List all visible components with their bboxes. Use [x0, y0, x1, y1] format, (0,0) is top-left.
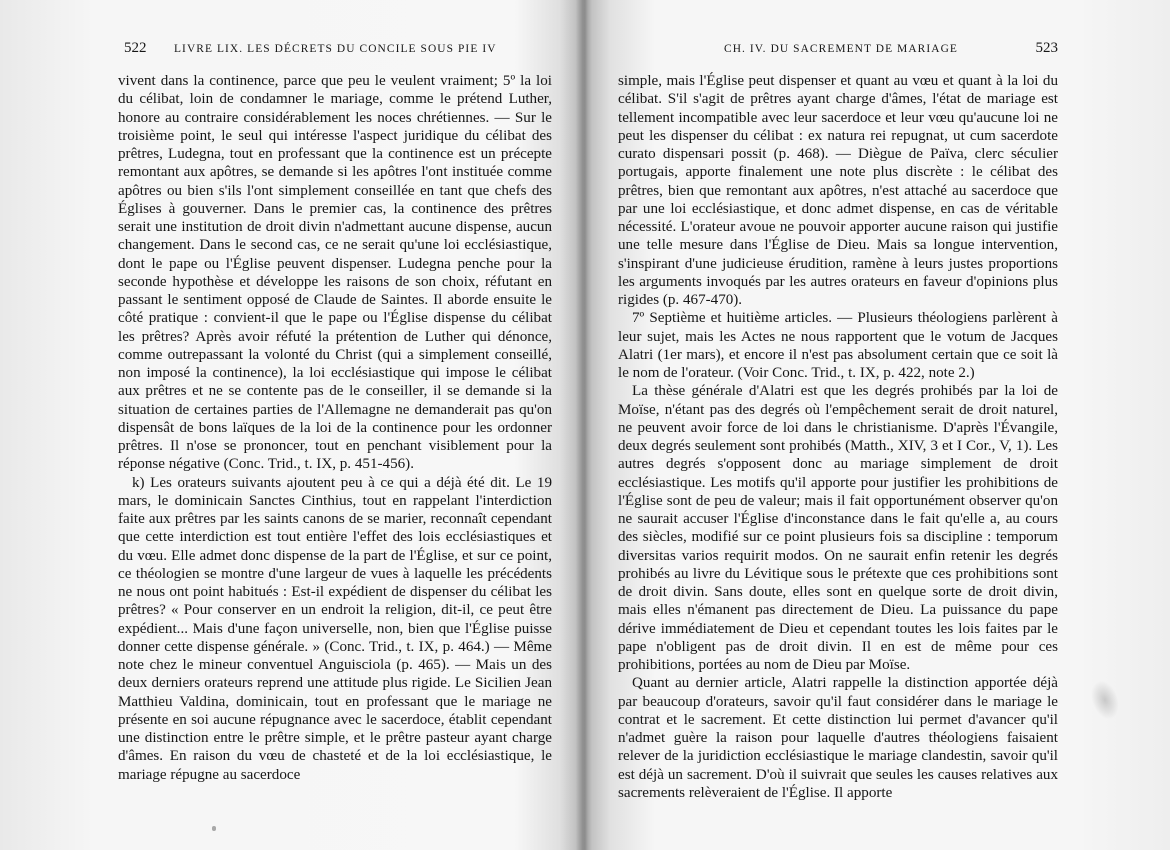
right-page-body — [618, 72, 1058, 802]
paragraph: simple, mais l'Église peut dispenser et quant au vœu et quant à la loi du célibat. S'il s'agit de prêtres ayant charge d'âmes, l'état de mariage est tellement incompatible avec leur sacerdoce et leur vœu qu'aucune loi ne peut les dispenser du célibat : ex natura rei repugnat, ut cum sacerdote curato dispensari possit (p. 468). — Diègue de Païva, clerc séculier portugais, apporte finalement une note plus discrète : le célibat des prêtres, bien que remontant aux apôtres, n'est attaché au sacerdoce que par une loi ecclésiastique, et donc admet dispense, en cas de véritable nécessité. L'orateur avoue ne pouvoir apporter aucune raison qui justifie une telle mesure dans l'Église de Dieu. Mais sa longue intervention, s'inspirant d'une judicieuse érudition, ramène à leurs justes proportions les arguments invoqués par les autres orateurs en faveur d'opinions plus rigides (p. 467-470). — [618, 73, 1058, 308]
book-gutter — [560, 0, 610, 850]
running-head-title-right: CH. IV. DU SACREMENT DE MARIAGE — [724, 43, 958, 55]
page-number-left: 522 — [124, 40, 147, 56]
paragraph: La thèse générale d'Alatri est que les degrés prohibés par la loi de Moïse, n'étant pas des degrés où l'empêchement serait de droit naturel, ne peuvent avoir force de loi dans le christianisme. D'après l'Évangile, deux degrés seulement sont prohibés (Matth., XIV, 3 et I Cor., V, 1). Les autres degrés s'opposent donc au mariage simplement de droit ecclésiastique. Les motifs qu'il apporte pour justifier les prohibitions de l'Église sont de peu de valeur; mais il fait opportunément observer qu'on ne saurait accuser l'Église d'inconstance dans le fait qu'elle a, au cours des siècles, modifié sur ce point plusieurs fois sa discipline : temporum diversitas varios requirit modos. On ne saurait enfin retenir les degrés prohibés au livre du Lévitique sous le prétexte que ces prohibitions sont de droit divin. Sans doute, elles sont en quelque sorte de droit divin, mais elles n'émanent pas directement de Dieu. La puissance du pape dérive immédiatement de Dieu et cependant toutes les lois faites par le pape n'obligent pas de droit divin. Il en est de même pour ces prohibitions, portées au nom de Dieu par Moïse. — [618, 383, 1058, 673]
paragraph: k) Les orateurs suivants ajoutent peu à ce qui a déjà été dit. Le 19 mars, le dominicain Sanctes Cinthius, tout en rappelant l'interdiction faite aux prêtres par les saints canons de se marier, reconnaît cependant que cette interdiction est tout entière l'effet des lois ecclésiastiques et du vœu. Elle admet donc dispense de la part de l'Église, et sur ce point, ce théologien se montre d'une largeur de vues à laquelle les précédents ne nous ont point habitués : Est-il expédient de dispenser du célibat les prêtres? « Pour conserver en un endroit la religion, dit-il, ce peut être expédient... Mais d'une façon universelle, non, bien que l'Église puisse donner cette dispense générale. » (Conc. Trid., t. IX, p. 464.) — Même note chez le mineur conventuel Anguisciola (p. 465). — Mais un des deux derniers orateurs reprend une attitude plus rigide. Le Sicilien Jean Matthieu Valdina, dominicain, tout en professant que le mariage ne présente en soi aucune répugnance avec le sacerdoce, établit cependant une distinction entre le prêtre simple, et le prêtre pasteur ayant charge d'âmes. En raison du vœu de chasteté et de la loi ecclésiastique, le mariage répugne au sacerdoce — [118, 474, 552, 783]
paragraph: 7º Septième et huitième articles. — Plusieurs théologiens parlèrent à leur sujet, mais les Actes ne nous rapportent que le votum de Jacques Alatri (1er mars), et encore il n'est pas absolument certain que ce soit là le nom de l'orateur. (Voir Conc. Trid., t. IX, p. 422, note 2.) — [618, 310, 1058, 381]
running-head-title-left: LIVRE LIX. LES DÉCRETS DU CONCILE SOUS PIE IV — [174, 43, 497, 55]
left-page-body — [118, 72, 552, 784]
left-page — [118, 40, 552, 840]
page-number-right: 523 — [1035, 40, 1058, 56]
paper-speck — [212, 826, 216, 831]
paragraph: vivent dans la continence, parce que peu le veulent vraiment; 5º la loi du célibat, loin de condamner le mariage, comme le prétend Luther, honore au contraire considérablement les noces chrétiennes. — Sur le troisième point, le seul qui intéresse l'aspect juridique du célibat des prêtres, Ludegna, tout en professant que la continence est un précepte remontant aux apôtres, se demande si les apôtres l'ont instituée comme apôtres ou bien s'ils l'ont simplement conseillée en tant que chefs des Églises à gouverner. Dans le premier cas, la continence des prêtres serait une institution de droit divin n'admettant aucune dispense, aucun changement. Dans le second cas, ce ne serait qu'une loi ecclésiastique, dont le pape ou l'Église peuvent dispenser. Ludegna penche pour la seconde hypothèse et développe les raisons de son choix, réfutant en passant le sentiment opposé de Claude de Saintes. Il aborde ensuite le côté pratique : convient-il que le pape ou l'Église dispense du célibat les prêtres? Après avoir réfuté la prétention de Luther qui dénonce, comme outrepassant la volonté du Christ (qui a simplement conseillé, non imposé la continence), la loi ecclésiastique qui impose le célibat aux prêtres et ne se contente pas de le conseiller, il se demande si la situation de certaines parties de l'Allemagne ne demanderait pas qu'on dispensât de bons laïques de la loi de la continence pour les ordonner prêtres. Il n'ose se prononcer, tout en penchant visiblement pour la réponse négative (Conc. Trid., t. IX, p. 451-456). — [118, 73, 552, 473]
right-running-head — [618, 40, 1058, 66]
right-page — [618, 40, 1058, 840]
paragraph: Quant au dernier article, Alatri rappelle la distinction apportée déjà par beaucoup d'orateurs, savoir qu'il faut considérer dans le mariage le contrat et le sacrement. Et cette distinction lui permet d'avancer qu'il n'admet guère la raison pour laquelle d'autres théologiens faisaient relever de la juridiction ecclésiastique le mariage clandestin, savoir qu'il est déjà un sacrement. D'où il suivrait que seules les causes relatives aux sacrements relèveraient de l'Église. Il apporte — [618, 675, 1058, 801]
ink-smudge — [1086, 677, 1124, 723]
left-running-head — [118, 40, 552, 66]
